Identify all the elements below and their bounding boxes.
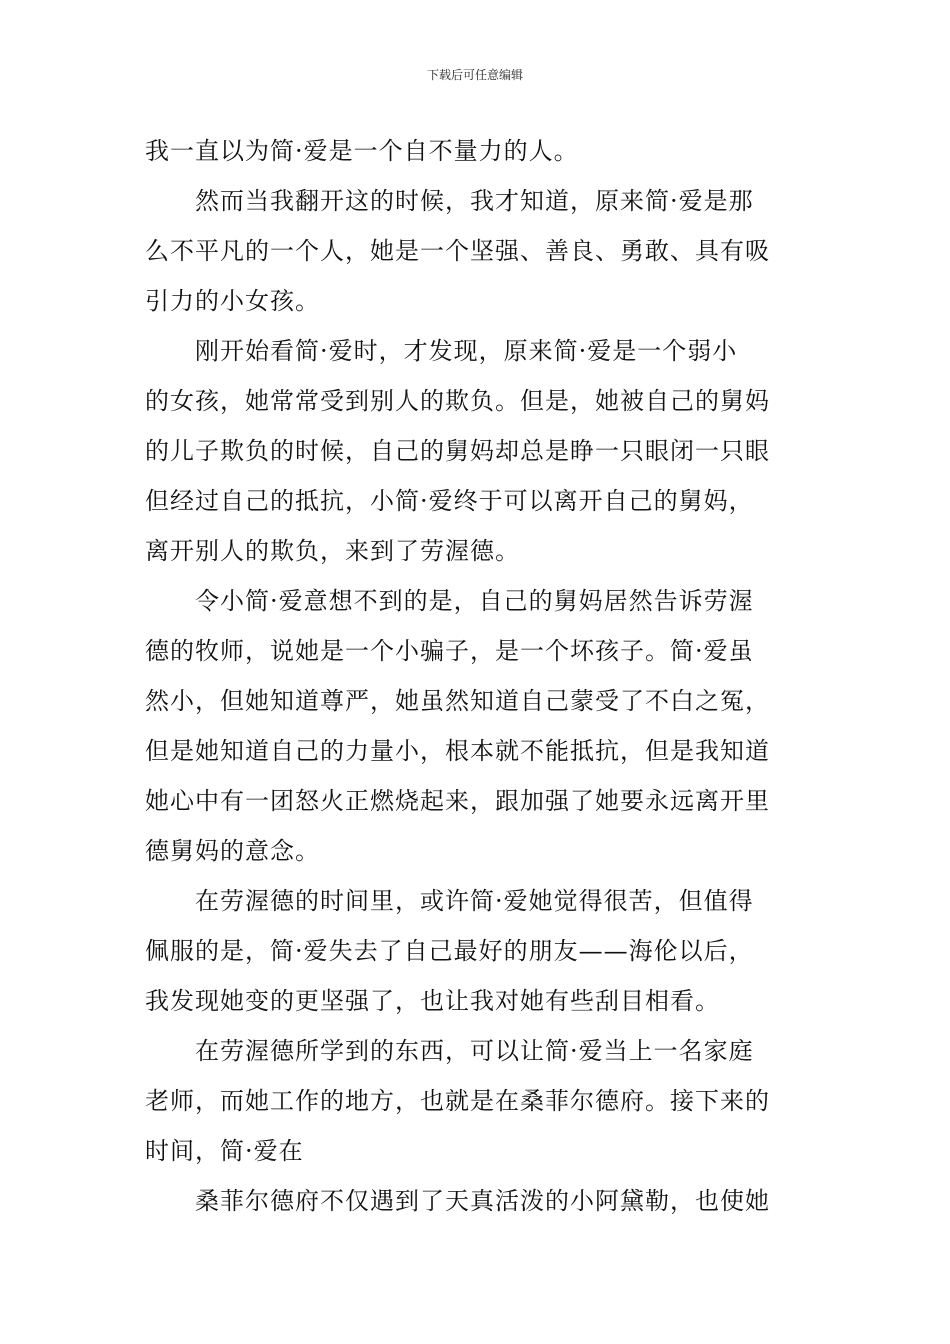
text-line: 在劳渥德所学到的东西，可以让简·爱当上一名家庭 [195,1037,754,1065]
text-line: 德舅妈的意念。 [145,837,320,865]
text-line: 么不平凡的一个人，她是一个坚强、善良、勇敢、具有吸 [145,237,770,265]
text-line: 在劳渥德的时间里，或许简·爱她觉得很苦，但值得 [195,887,754,915]
text-line: 引力的小女孩。 [145,287,320,315]
text-line: 佩服的是，简·爱失去了自己最好的朋友——海伦以后， [145,937,754,965]
text-line: 令小简·爱意想不到的是，自己的舅妈居然告诉劳渥 [195,587,754,615]
text-line: 离开别人的欺负，来到了劳渥德。 [145,537,520,565]
text-line: 然而当我翻开这的时候，我才知道，原来简·爱是那 [195,187,754,215]
text-line: 老师，而她工作的地方，也就是在桑菲尔德府。接下来的 [145,1087,770,1115]
text-line: 我发现她变的更坚强了，也让我对她有些刮目相看。 [145,987,720,1015]
text-line: 的儿子欺负的时候，自己的舅妈却总是睁一只眼闭一只眼 [145,437,770,465]
text-line: 但经过自己的抵抗，小简·爱终于可以离开自己的舅妈， [145,487,754,515]
document-body [145,126,810,1226]
text-line: 刚开始看简·爱时，才发现，原来简·爱是一个弱小 [195,337,738,365]
text-line: 时间，简·爱在 [145,1137,304,1165]
text-line: 然小，但她知道尊严，她虽然知道自己蒙受了不白之冤， [145,687,770,715]
text-line: 德的牧师，说她是一个小骗子，是一个坏孩子。简·爱虽 [145,637,754,665]
page-header: 下载后可任意编辑 [426,68,523,82]
text-line: 她心中有一团怒火正燃烧起来，跟加强了她要永远离开里 [145,787,770,815]
text-line: 我一直以为简·爱是一个自不量力的人。 [145,137,579,165]
text-line: 的女孩，她常常受到别人的欺负。但是，她被自己的舅妈 [145,387,770,415]
text-line: 但是她知道自己的力量小，根本就不能抵抗，但是我知道 [145,737,770,765]
text-line: 桑菲尔德府不仅遇到了天真活泼的小阿黛勒，也使她 [195,1187,770,1215]
